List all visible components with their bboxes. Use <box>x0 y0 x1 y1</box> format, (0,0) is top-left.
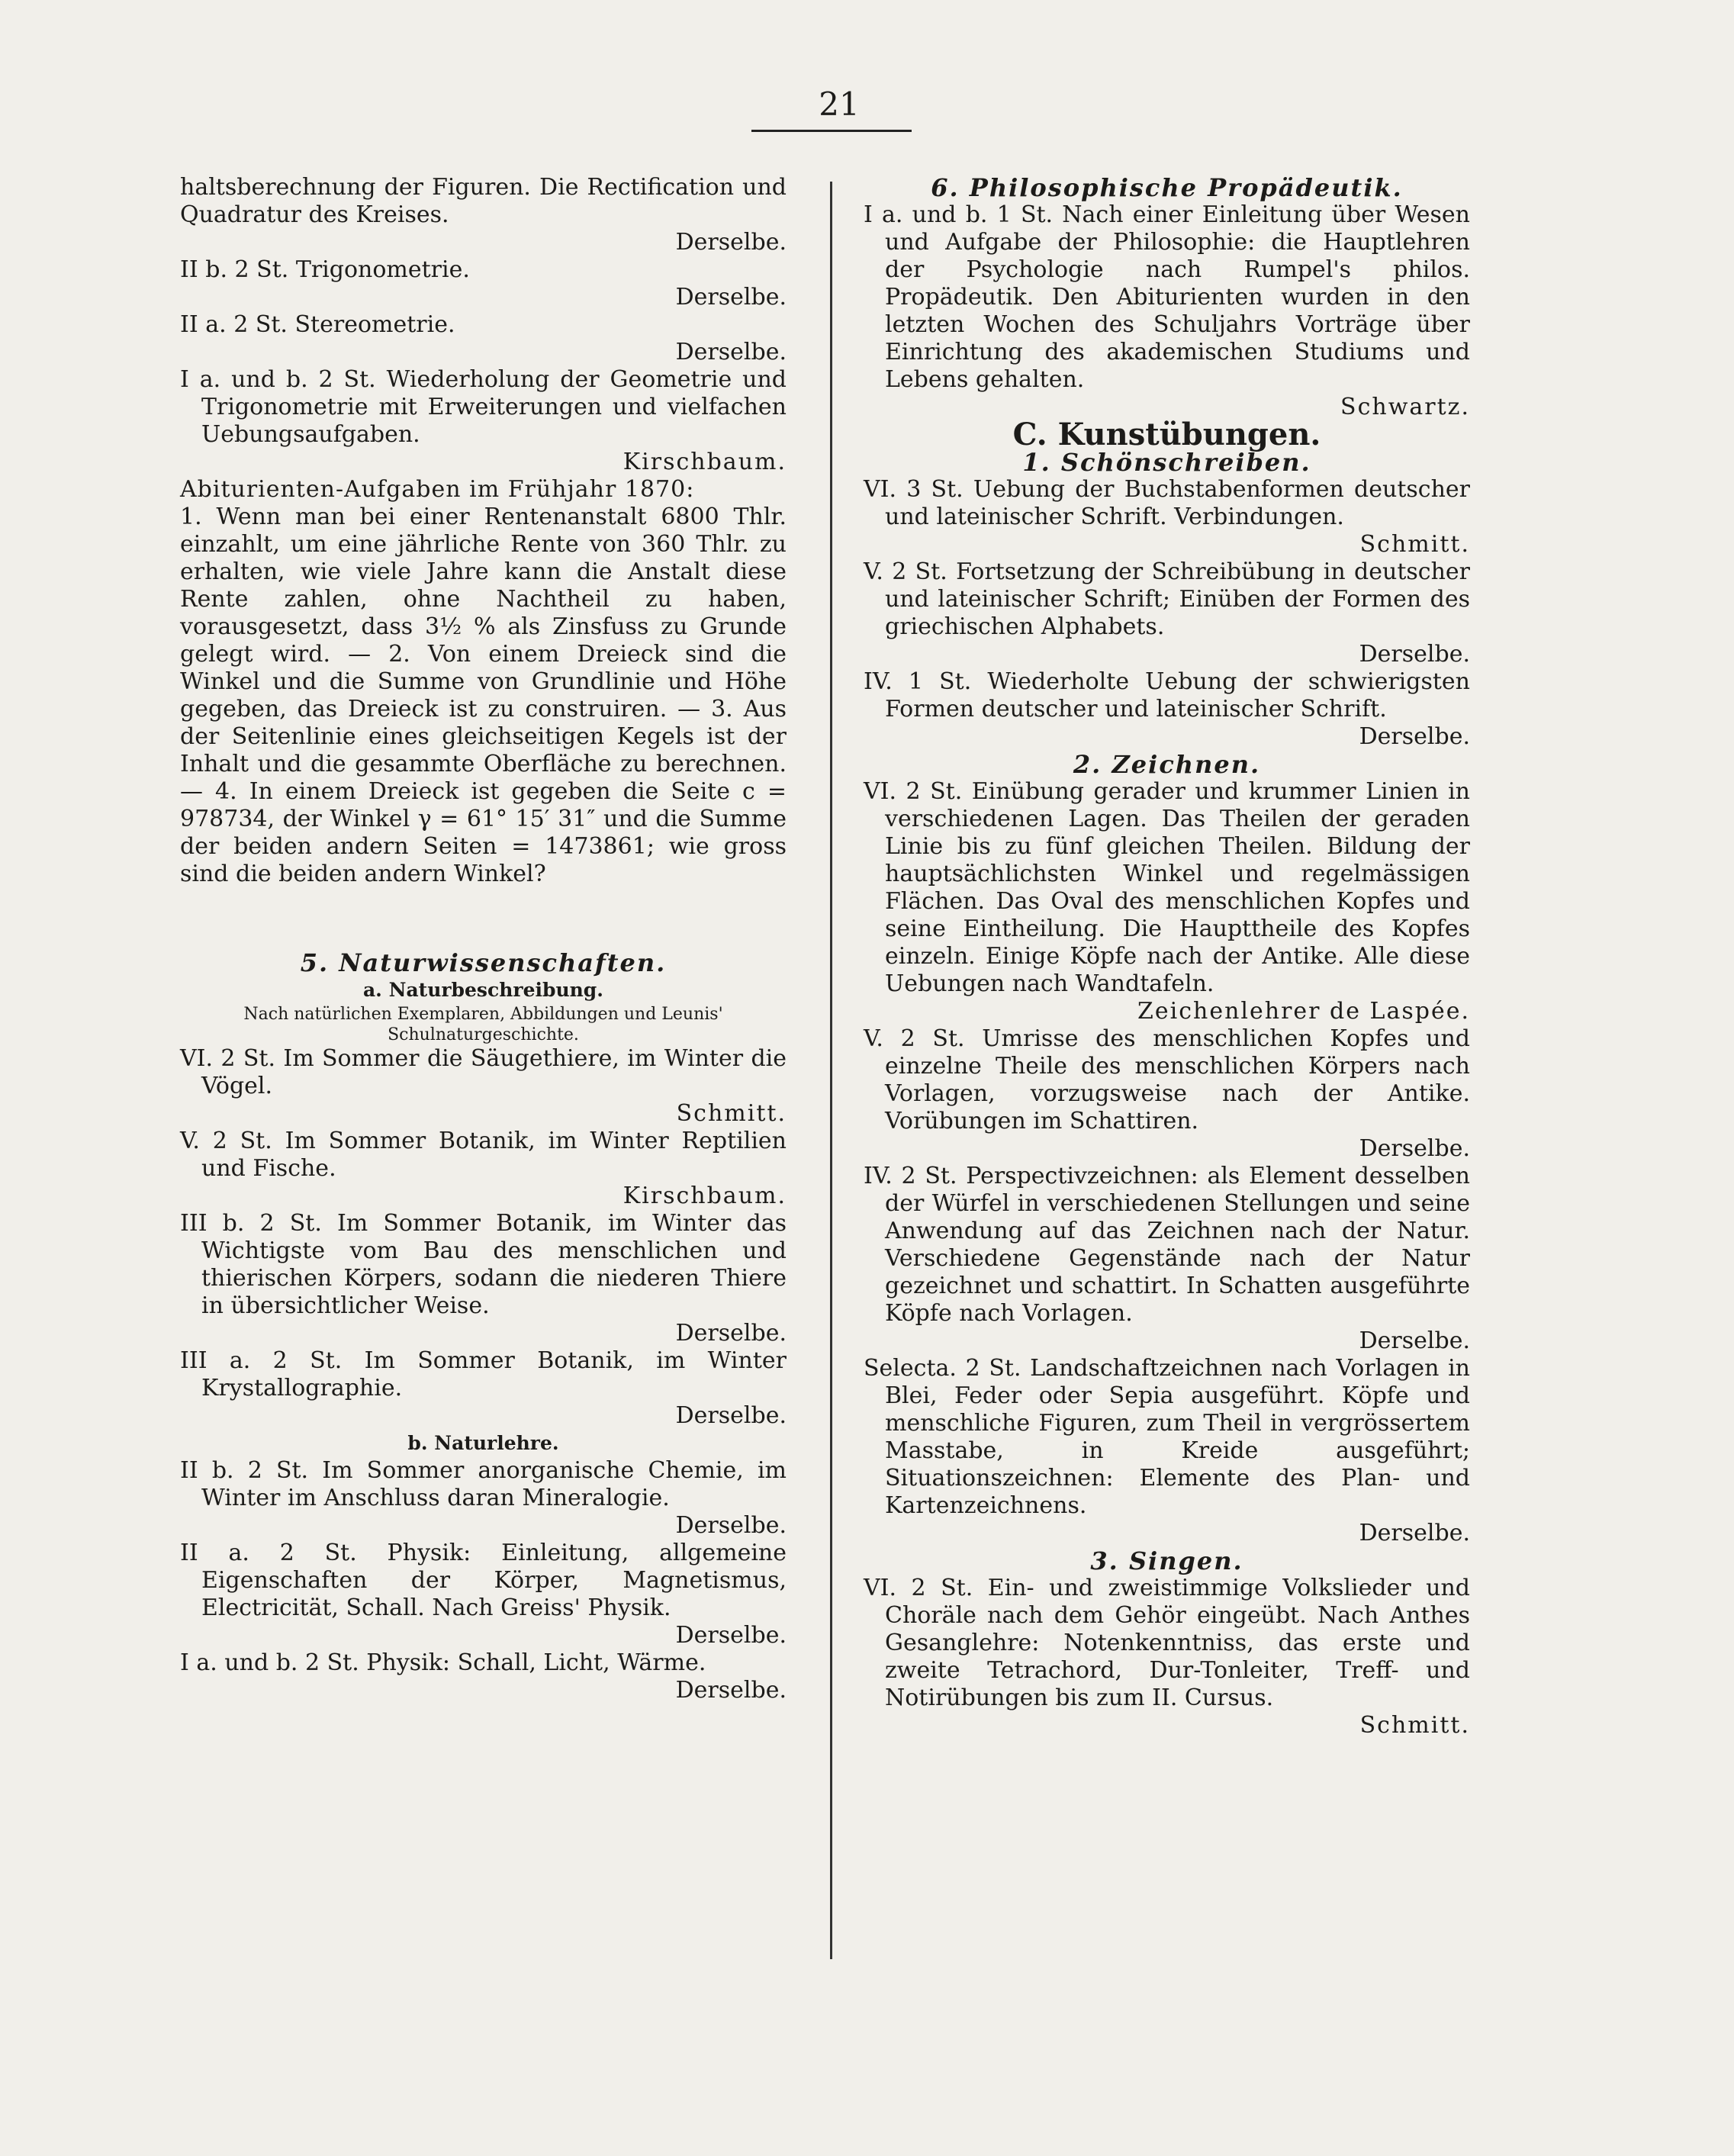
course-entry-ii-a: II a. 2 St. Stereometrie. <box>180 311 455 338</box>
teacher-signature: Derselbe. <box>1359 641 1470 668</box>
course-entry-i-ab: I a. und b. 2 St. Wiederholung der Geometrie und Trigonometrie mit Erweiterungen und vielfachen Uebungsaufgaben. <box>180 366 787 448</box>
page-number: 21 <box>819 85 860 123</box>
course-entry-iii-b: III b. 2 St. Im Sommer Botanik, im Winter das Wichtigste vom Bau des menschlichen und thierischen Körpers, sodann die niederen Thiere in übersichtlicher Weise. <box>180 1210 787 1319</box>
teacher-signature: Schmitt. <box>1359 1712 1470 1739</box>
course-entry-vi: VI. 3 St. Uebung der Buchstabenformen deutscher und lateinischer Schrift. Verbindungen. <box>864 476 1470 530</box>
teacher-signature: Schmitt. <box>1359 531 1470 558</box>
course-entry-vi: VI. 2 St. Ein- und zweistimmige Volkslieder und Choräle nach dem Gehör eingeübt. Nach Anthes Gesanglehre: Notenkenntniss, das erste und zweite Tetrachord, Dur-Tonleiter, Treff- und Notirübungen bis zum II. Cursus. <box>864 1575 1470 1711</box>
teacher-signature: Derselbe. <box>675 1622 787 1649</box>
teacher-signature: Derselbe. <box>675 1320 787 1347</box>
left-column <box>180 174 787 1704</box>
course-entry-ii-a: II a. 2 St. Physik: Einleitung, allgemeine Eigenschaften der Körper, Magnetismus, Electricität, Schall. Nach Greiss' Physik. <box>180 1540 787 1621</box>
source-note: Nach natürlichen Exemplaren, Abbildungen und Leunis' Schulnaturgeschichte. <box>243 1005 723 1044</box>
section-heading: 1. Schönschreiben. <box>1022 448 1311 477</box>
teacher-signature: Derselbe. <box>675 1677 787 1704</box>
course-entry-v: V. 2 St. Fortsetzung der Schreibübung in deutscher und lateinischer Schrift; Einüben der Formen des griechischen Alphabets. <box>864 558 1470 640</box>
course-entry-vi: VI. 2 St. Im Sommer die Säugethiere, im Winter die Vögel. <box>180 1045 787 1099</box>
course-entry-ii-b: II b. 2 St. Im Sommer anorganische Chemie, im Winter im Anschluss daran Mineralogie. <box>180 1457 787 1511</box>
teacher-signature: Derselbe. <box>675 1512 787 1539</box>
course-entry-i-ab: I a. und b. 2 St. Physik: Schall, Licht, Wärme. <box>180 1649 706 1676</box>
course-entry-iv: IV. 2 St. Perspectivzeichnen: als Element desselben der Würfel in verschiedenen Stellungen und seine Anwendung auf das Zeichnen nach der Natur. Verschiedene Gegenstände nach der Natur gezeichnet und schattirt. In Schatten ausgeführte Köpfe nach Vorlagen. <box>864 1163 1470 1327</box>
subsection-heading: b. Naturlehre. <box>407 1432 559 1454</box>
column-divider <box>830 182 832 1959</box>
teacher-signature: Derselbe. <box>1359 1327 1470 1354</box>
teacher-signature: Kirschbaum. <box>623 1183 787 1209</box>
teacher-signature: Schmitt. <box>676 1100 787 1127</box>
teacher-signature: Derselbe. <box>1359 1520 1470 1546</box>
course-entry-ii-b: II b. 2 St. Trigonometrie. <box>180 256 470 283</box>
math-continuation: haltsberechnung der Figuren. Die Rectification und Quadratur des Kreises. <box>180 174 787 228</box>
teacher-signature: Derselbe. <box>1359 1135 1470 1162</box>
section-heading: 6. Philosophische Propädeutik. <box>931 173 1403 202</box>
major-heading: C. Kunstübungen. <box>1012 417 1321 452</box>
teacher-signature: Zeichenlehrer de Laspée. <box>1137 998 1470 1025</box>
header-rule <box>751 130 912 132</box>
teacher-signature: Derselbe. <box>675 229 787 256</box>
course-entry-v: V. 2 St. Umrisse des menschlichen Kopfes und einzelne Theile des menschlichen Körpers nach Vorlagen, vorzugsweise nach der Antike. Vorübungen im Schattiren. <box>864 1025 1470 1134</box>
teacher-signature: Derselbe. <box>1359 723 1470 750</box>
teacher-signature: Kirschbaum. <box>623 449 787 475</box>
course-entry-vi: VI. 2 St. Einübung gerader und krummer Linien in verschiedenen Lagen. Das Theilen der geraden Linie bis zu fünf gleichen Theilen. Bildung der hauptsächlichsten Winkel und regelmässigen Flächen. Das Oval des menschlichen Kopfes und seine Eintheilung. Die Haupttheile des Kopfes einzeln. Einige Köpfe nach der Antike. Alle diese Uebungen nach Wandtafeln. <box>864 778 1470 997</box>
course-entry-iii-a: III a. 2 St. Im Sommer Botanik, im Winter Krystallographie. <box>180 1347 787 1401</box>
course-entry-v: V. 2 St. Im Sommer Botanik, im Winter Reptilien und Fische. <box>180 1128 787 1182</box>
exam-problems-heading: Abiturienten-Aufgaben im Frühjahr 1870: <box>180 476 695 503</box>
section-heading: 2. Zeichnen. <box>1073 750 1261 779</box>
right-column <box>864 174 1470 1739</box>
subsection-heading: a. Naturbeschreibung. <box>362 979 603 1001</box>
section-heading: 3. Singen. <box>1090 1546 1243 1575</box>
course-entry-iv: IV. 1 St. Wiederholte Uebung der schwierigsten Formen deutscher und lateinischer Schrift. <box>864 668 1470 722</box>
section-heading: 5. Naturwissenschaften. <box>300 948 667 977</box>
course-entry-selecta: Selecta. 2 St. Landschaftzeichnen nach Vorlagen in Blei, Feder oder Sepia ausgeführt. Köpfe und menschliche Figuren, zum Theil in vergrössertem Masstabe, in Kreide ausgeführt; Situationszeichnen: Elemente des Plan- und Kartenzeichnens. <box>864 1355 1470 1519</box>
teacher-signature: Derselbe. <box>675 284 787 311</box>
teacher-signature: Schwartz. <box>1340 394 1470 420</box>
teacher-signature: Derselbe. <box>675 339 787 365</box>
course-entry-i-ab: I a. und b. 1 St. Nach einer Einleitung über Wesen und Aufgabe der Philosophie: die Hauptlehren der Psychologie nach Rumpel's philos. Propädeutik. Den Abiturienten wurden in den letzten Wochen des Schuljahrs Vorträge über Einrichtung des akademischen Studiums und Lebens gehalten. <box>864 201 1470 393</box>
teacher-signature: Derselbe. <box>675 1402 787 1429</box>
exam-problems-text: 1. Wenn man bei einer Rentenanstalt 6800 Thlr. einzahlt, um eine jährliche Rente von 360 Thlr. zu erhalten, wie viele Jahre kann die Anstalt diese Rente zahlen, ohne Nachtheil zu haben, vorausgesetzt, dass 3½ % als Zinsfuss zu Grunde gelegt wird. — 2. Von einem Dreieck sind die Winkel und die Summe von Grundlinie und Höhe gegeben, das Dreieck ist zu construiren. — 3. Aus der Seitenlinie eines gleichseitigen Kegels ist der Inhalt und die gesammte Oberfläche zu berechnen. — 4. In einem Dreieck ist gegeben die Seite c = 978734, der Winkel γ = 61° 15′ 31″ und die Summe der beiden andern Seiten = 1473861; wie gross sind die beiden andern Winkel? <box>180 504 787 887</box>
